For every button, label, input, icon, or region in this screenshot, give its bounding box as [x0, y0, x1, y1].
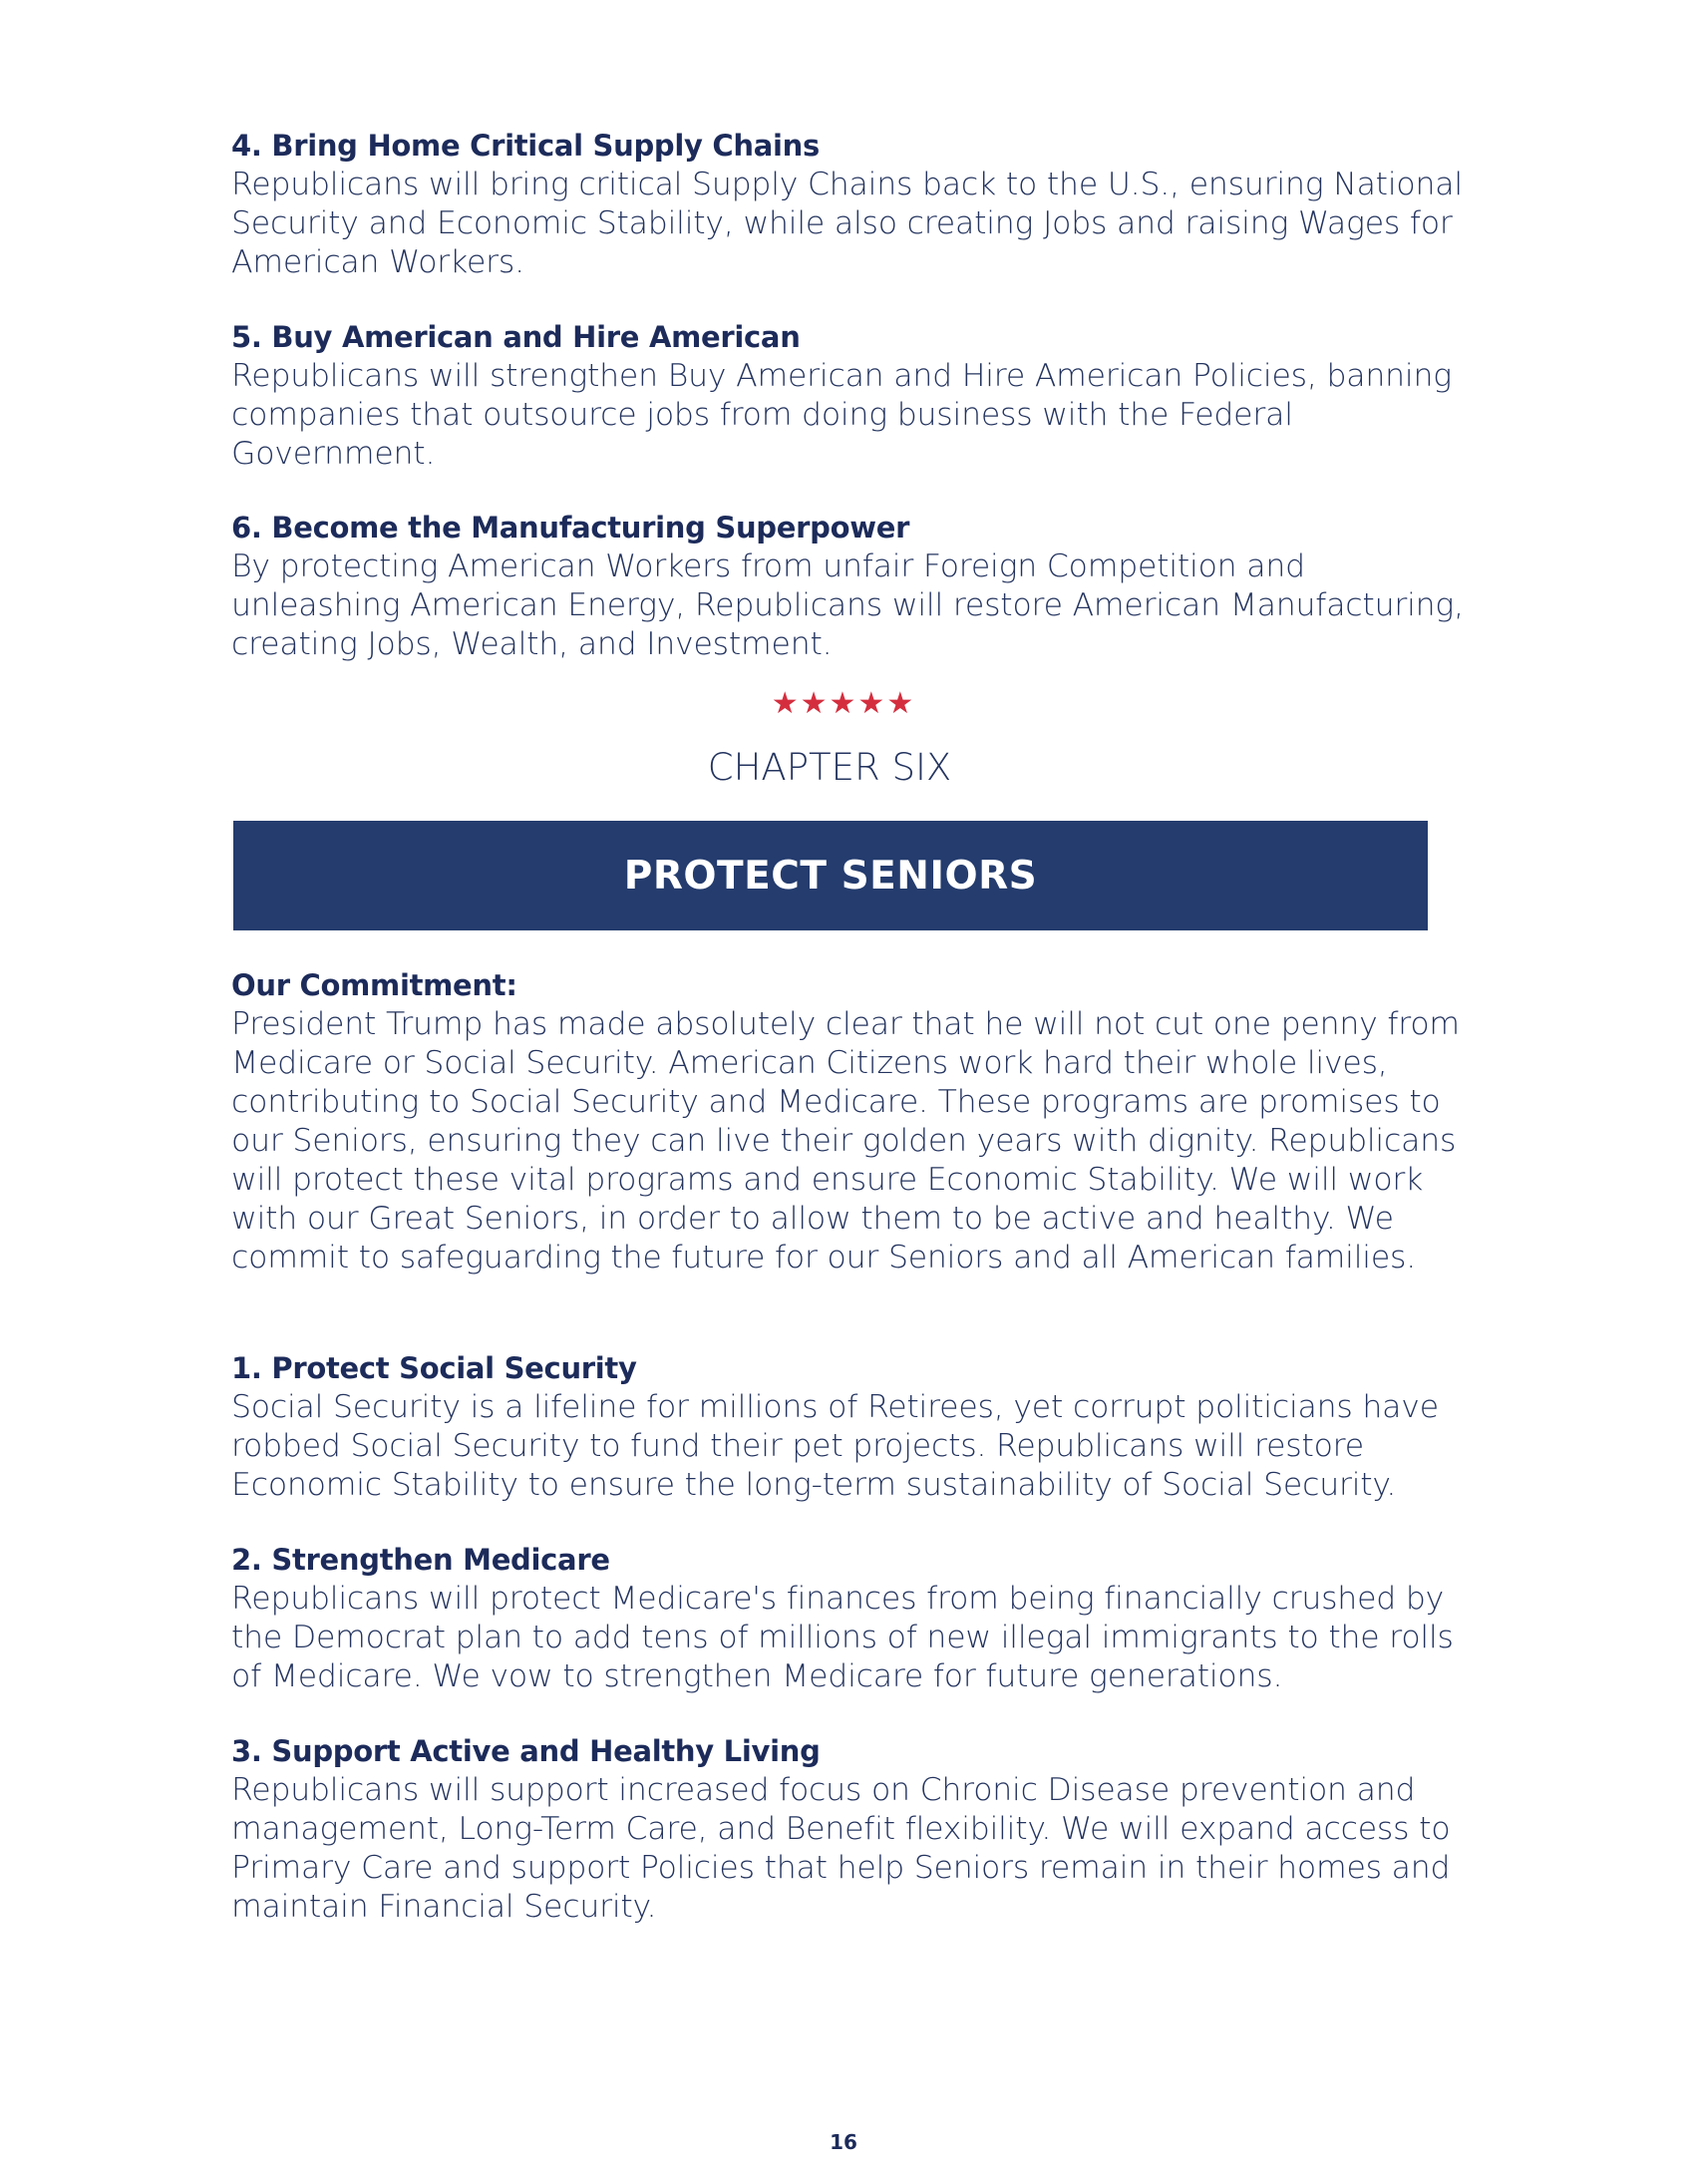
section-body: Social Security is a lifeline for millions of Retirees, yet corrupt politicians have robbed Social Security to fund their pet projects. Republicans will restore Economic Stability to ensure the long-term sustainability of Social Security.	[231, 1389, 1439, 1503]
section-buy-american	[231, 317, 1468, 474]
stars-divider: ★★★★★	[771, 686, 916, 721]
section-body: Republicans will bring critical Supply Chains back to the U.S., ensuring National Security and Economic Stability, while also creating Jobs and raising Wages for American Workers.	[231, 167, 1463, 280]
commitment-heading: Our Commitment:	[231, 968, 517, 1002]
section-heading: 2. Strengthen Medicare	[231, 1543, 610, 1577]
section-social-security	[231, 1348, 1468, 1505]
chapter-title: PROTECT SENIORS	[623, 853, 1038, 899]
section-heading: 1. Protect Social Security	[231, 1351, 637, 1385]
commitment-body: President Trump has made absolutely clear that he will not cut one penny from Medicare or Social Security. American Citizens work hard their whole lives, contributing to Social Security and Medicare. These programs are promises to our Seniors, ensuring they can live their golden years with dignity. Republicans will protect these vital programs and ensure Economic Stability. We will work with our Great Seniors, in order to allow them to be active and healthy. We commit to safeguarding the future for our Seniors and all American families.	[231, 1006, 1460, 1275]
section-body: Republicans will support increased focus on Chronic Disease prevention and management, Long-Term Care, and Benefit flexibility. We will expand access to Primary Care and support Policies that help Seniors remain in their homes and maintain Financial Security.	[231, 1772, 1451, 1925]
section-heading: 4. Bring Home Critical Supply Chains	[231, 129, 820, 163]
section-supply-chains	[231, 126, 1468, 282]
chapter-label: CHAPTER SIX	[707, 746, 952, 789]
section-commitment	[231, 965, 1468, 1277]
section-body: By protecting American Workers from unfair Foreign Competition and unleashing American Energy, Republicans will restore American Manufacturing, creating Jobs, Wealth, and Investment.	[231, 548, 1464, 662]
section-heading: 5. Buy American and Hire American	[231, 320, 801, 354]
section-healthy-living	[231, 1731, 1468, 1927]
section-body: Republicans will protect Medicare's finances from being financially crushed by the Democrat plan to add tens of millions of new illegal immigrants to the rolls of Medicare. We vow to strengthen Medicare for future generations.	[231, 1581, 1454, 1694]
section-heading: 6. Become the Manufacturing Superpower	[231, 511, 910, 545]
page-number: 16	[830, 2130, 857, 2154]
section-heading: 3. Support Active and Healthy Living	[231, 1734, 821, 1768]
chapter-banner	[233, 821, 1428, 930]
section-medicare	[231, 1540, 1468, 1696]
section-body: Republicans will strengthen Buy American and Hire American Policies, banning companies that outsource jobs from doing business with the Federal Government.	[231, 358, 1452, 472]
section-manufacturing	[231, 508, 1468, 664]
